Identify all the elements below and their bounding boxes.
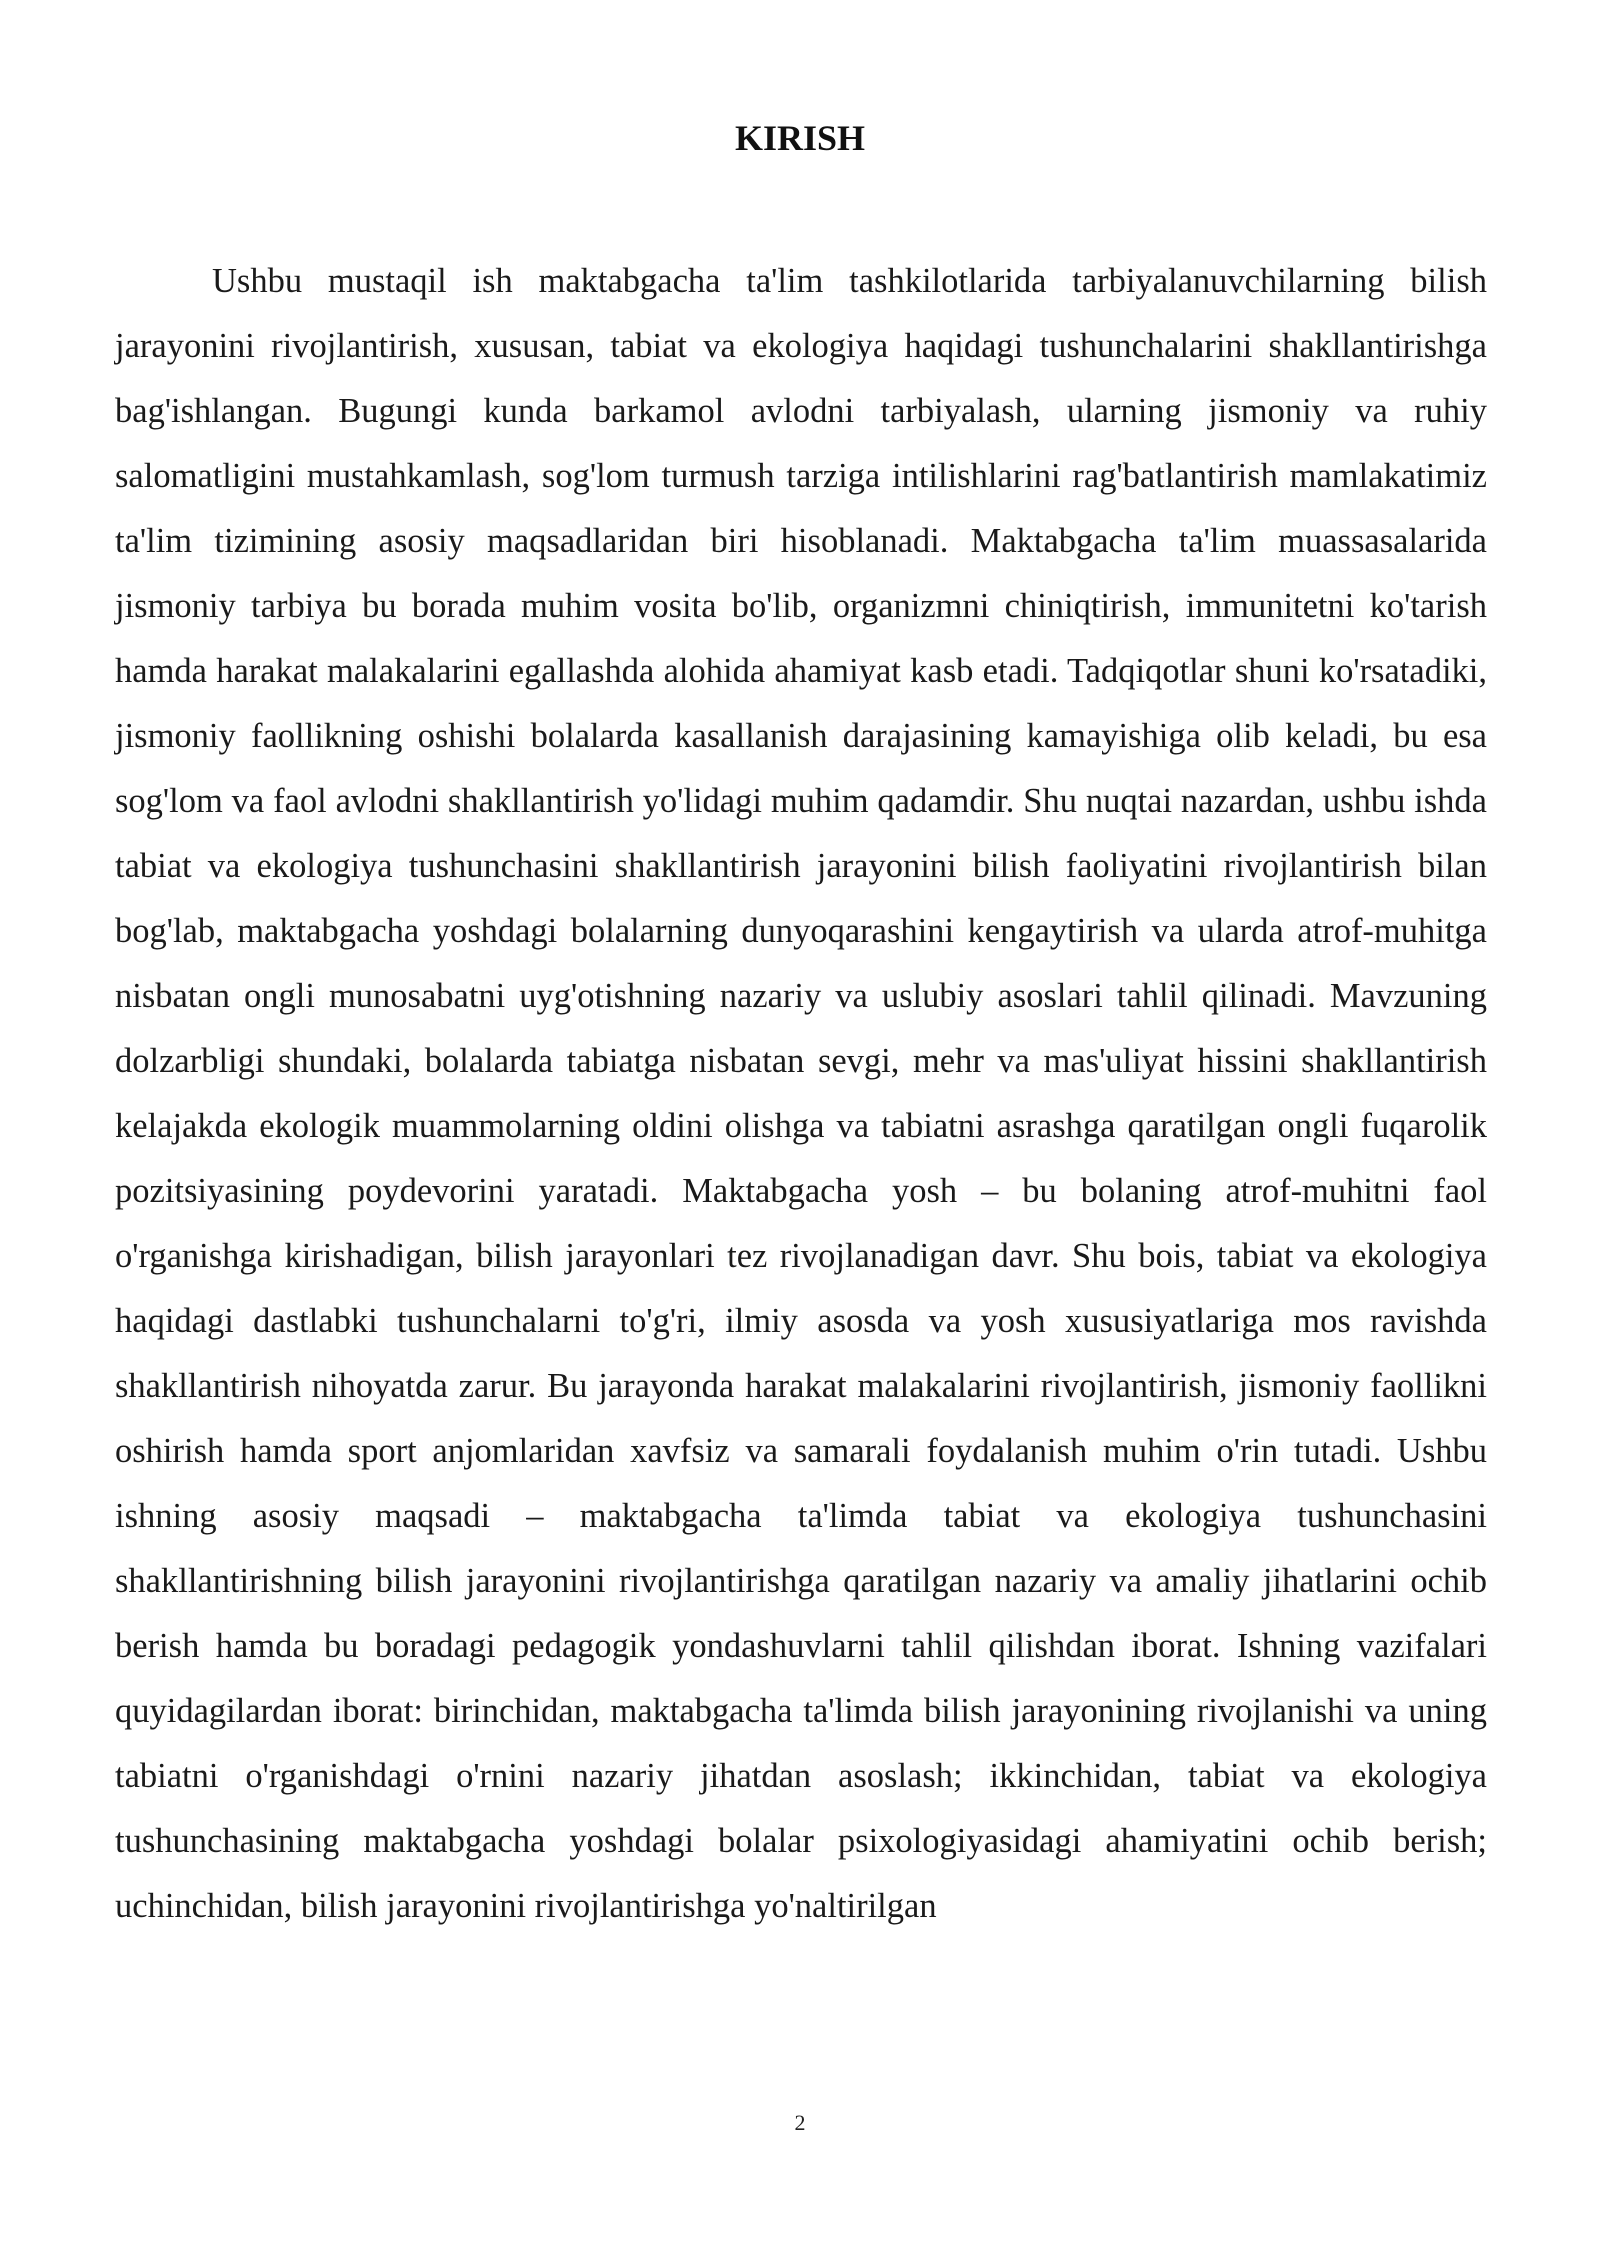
body-paragraph: Ushbu mustaqil ish maktabgacha ta'lim tashkilotlarida tarbiyalanuvchilarning bilish jarayonini rivojlantirish, xususan, tabiat va ekologiya haqidagi tushunchalarini shakllantirishga bag'ishlangan. Bugungi kunda barkamol avlodni tarbiyalash, ularning jismoniy va ruhiy salomatligini mustahkamlash, sog'lom turmush tarziga intilishlarini rag'batlantirish mamlakatimiz ta'lim tizimining asosiy maqsadlaridan biri hisoblanadi. Maktabgacha ta'lim muassasalarida jismoniy tarbiya bu borada muhim vosita bo'lib, organizmni chiniqtirish, immunitetni ko'tarish hamda harakat malakalarini egallashda alohida ahamiyat kasb etadi. Tadqiqotlar shuni ko'rsatadiki, jismoniy faollikning oshishi bolalarda kasallanish darajasining kamayishiga olib keladi, bu esa sog'lom va faol avlodni shakllantirish yo'lidagi muhim qadamdir. Shu nuqtai nazardan, ushbu ishda tabiat va ekologiya tushunchasini shakllantirish jarayonini bilish faoliyatini rivojlantirish bilan bog'lab, maktabgacha yoshdagi bolalarning dunyoqarashini kengaytirish va ularda atrof-muhitga nisbatan ongli munosabatni uyg'otishning nazariy va uslubiy asoslari tahlil qilinadi. Mavzuning dolzarbligi shundaki, bolalarda tabiatga nisbatan sevgi, mehr va mas'uliyat hissini shakllantirish kelajakda ekologik muammolarning oldini olishga va tabiatni asrashga qaratilgan ongli fuqarolik pozitsiyasining poydevorini yaratadi. Maktabgacha yosh – bu bolaning atrof-muhitni faol o'rganishga kirishadigan, bilish jarayonlari tez rivojlanadigan davr. Shu bois, tabiat va ekologiya haqidagi dastlabki tushunchalarni to'g'ri, ilmiy asosda va yosh xususiyatlariga mos ravishda shakllantirish nihoyatda zarur. Bu jarayonda harakat malakalarini rivojlantirish, jismoniy faollikni oshirish hamda sport anjomlaridan xavfsiz va samarali foydalanish muhim o'rin tutadi. Ushbu ishning asosiy maqsadi – maktabgacha ta'limda tabiat va ekologiya tushunchasini shakllantirishning bilish jarayonini rivojlantirishga qaratilgan nazariy va amaliy jihatlarini ochib berish hamda bu boradagi pedagogik yondashuvlarni tahlil qilishdan iborat. Ishning vazifalari quyidagilardan iborat: birinchidan, maktabgacha ta'limda bilish jarayonining rivojlanishi va uning tabiatni o'rganishdagi o'rnini nazariy jihatdan asoslash; ikkinchidan, tabiat va ekologiya tushunchasining maktabgacha yoshdagi bolalar psixologiyasidagi ahamiyatini ochib berish; uchinchidan, bilish jarayonini rivojlantirishga yo'naltirilgan [115, 262, 1487, 1925]
page-number: 2 [794, 2110, 806, 2135]
page-title: KIRISH [734, 118, 866, 158]
